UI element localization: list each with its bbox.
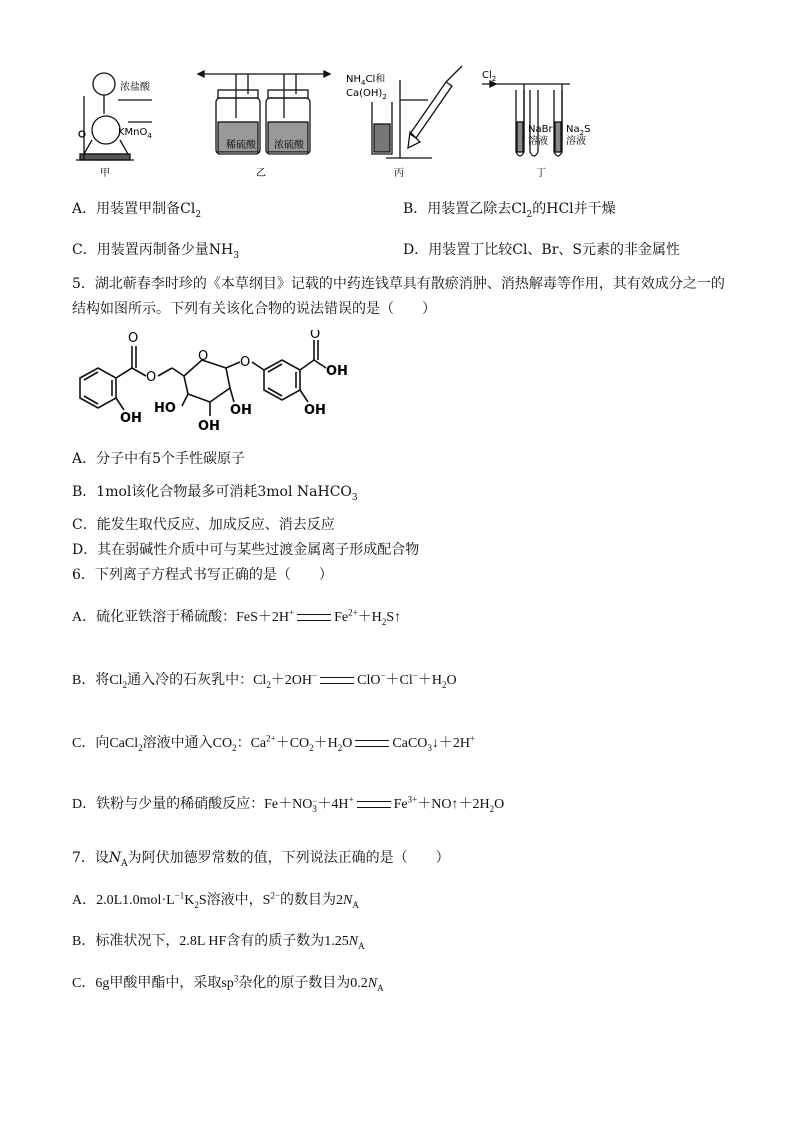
q4-option-a: A．用装置甲制备$Cl_2$ [72,201,202,220]
q6-option-b: B．将$Cl_2$通入冷的石灰乳中：$Cl_2+2OH^-$ $ClO^-+Cl^-+H_2O$ [72,670,457,690]
ding-label-nabr: NaBr [528,124,553,135]
ding-label-cl2: $Cl_2$ [482,70,497,83]
q5-stem-line2: 结构如图所示。下列有关该化合物的说法错误的是（ ） [72,301,436,317]
ding-label-na2s: $Na_2S$ [566,124,590,137]
bing-caption: 丙 [394,168,404,179]
q6-stem: 6．下列离子方程式书写正确的是（ ） [72,567,333,583]
apparatus-bing [372,66,462,158]
q7-stem: 7．设$N_A$为阿伏加德罗常数的值，下列说法正确的是（ ） [72,850,450,869]
mol-o4: O [240,355,251,370]
q4-option-d: D．用装置丁比较Cl、Br、S元素的非金属性 [403,242,680,258]
mol-oh-cooh: OH [326,364,348,379]
q7-option-c: C．6g甲酸甲酯中，采取$sp^3$杂化的原子数目为$0.2N_A$ [72,973,384,993]
mol-ho: HO [154,401,176,416]
bing-label2: $Ca(OH)_2$ [346,88,387,101]
yi-caption: 乙 [256,168,266,179]
q5-option-c: C．能发生取代反应、加成反应、消去反应 [72,517,335,533]
mol-o1: O [128,331,139,346]
q4-option-b: B．用装置乙除去$Cl_2$的HCl并干燥 [403,201,616,220]
jia-caption: 甲 [100,168,110,179]
q4-option-c: C．用装置丙制备少量$NH_3$ [72,242,239,261]
bing-label: $NH_4Cl$和 [346,74,386,87]
q5-option-b: B．1mol该化合物最多可消耗3mol NaHCO$_3$ [72,484,358,503]
q7-option-b: B．标准状况下，2.8L HF含有的质子数为$1.25N_A$ [72,934,365,951]
jia-label-kmno4: KMnO$_4$ [118,127,152,140]
mol-o2: O [146,370,157,385]
mol-oh-left: OH [120,411,142,426]
jia-label-hcl: 浓盐酸 [120,82,150,93]
q5-stem-line1: 5．湖北蕲春李时珍的《本草纲目》记载的中药连钱草具有散瘀消肿、消热解毒等作用，其有效成分之一的 [72,276,725,292]
q5-option-d: D．其在弱碱性介质中可与某些过渡金属离子形成配合物 [72,542,420,558]
mol-o5: O [310,330,321,342]
apparatus-yi [198,71,330,154]
ding-label-na2s2: 溶液 [566,136,586,147]
ding-caption: 丁 [536,168,546,179]
mol-oh-sugar: OH [230,403,252,418]
yi-label-dilute: 稀硫酸 [226,140,256,151]
q7-option-a: A．$2.0L1.0mol\cdot L^{-1}K_2S$溶液中，$S^{2-}$的数目为$2N_A$ [72,890,359,910]
mol-oh-right: OH [304,403,326,418]
mol-oh-bottom: OH [198,419,220,434]
mol-o3: O [198,349,209,364]
yi-label-conc: 浓硫酸 [274,140,304,151]
apparatus-figure [70,62,590,180]
q6-option-c: C．向CaCl$_2$溶液中通入$CO_2$：$Ca^{2+}+CO_2+H_2O$ CaCO$_3$↓＋2H+ [72,733,476,753]
q6-option-d: D．铁粉与少量的稀硝酸反应：Fe＋NO − 3 ＋4H+ $Fe^{3+}+NO↑+2H_2O$ [72,794,505,814]
q6-option-a: A．硫化亚铁溶于稀硫酸：FeS＋2H+ $Fe^{2+}+H_2S↑$ [72,607,402,627]
apparatus-ding [482,81,570,156]
q5-option-a: A．分子中有5个手性碳原子 [72,451,246,467]
q5-molecule-structure [70,330,360,434]
ding-label-nabr2: 溶液 [528,136,548,147]
